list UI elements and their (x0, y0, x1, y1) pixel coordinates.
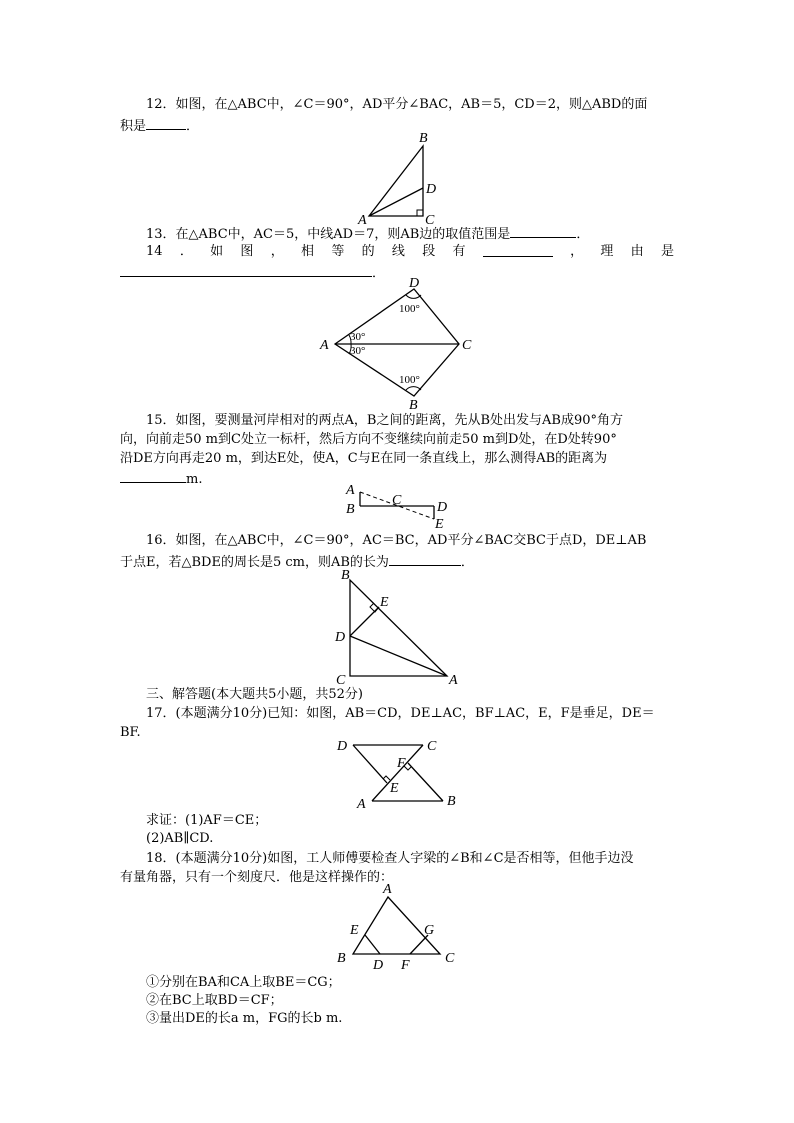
q17-text-line2: BF. (120, 725, 141, 740)
q14-angle-bottom: 100° (399, 374, 420, 386)
q16-text-line2: 于点E，若△BDE的周长是5 cm，则AB的长为 ． (120, 552, 680, 572)
q16-label-E: E (380, 595, 389, 610)
q15-text-line4: m. (120, 469, 680, 489)
q18-label-G: G (424, 923, 435, 938)
q18-step-1: ①分别在BA和CA上取BE＝CG； (146, 975, 341, 990)
q18-triangle (353, 897, 440, 954)
q17-label-F: F (397, 756, 406, 771)
q12-right-angle-mark (417, 210, 423, 216)
q13-answer-blank[interactable] (510, 224, 576, 238)
q14-angle-arc-top (406, 295, 421, 298)
q16-bisector-AD (350, 636, 447, 676)
q18-label-B: B (337, 951, 346, 966)
q14-angle-upper-left: 30° (350, 331, 366, 343)
q16-text-line1: 16．如图，在△ABC中，∠C＝90°，AC＝BC，AD平分∠BAC交BC于点D，DE⊥AB (146, 533, 647, 548)
q15-text-line2: 向，向前走50 m到C处立一标杆，然后方向不变继续向前走50 m到D处，在D处转90° (120, 432, 617, 447)
q12-label-B: B (419, 131, 428, 146)
q16-label-B: B (341, 568, 350, 583)
section-3-title: 三、解答题(本大题共5小题，共52分) (146, 687, 363, 702)
q14-quadrilateral (335, 289, 459, 396)
q12-label-A: A (358, 213, 367, 228)
q17-label-C: C (427, 739, 437, 754)
q17-perpendicular-DE (353, 745, 387, 783)
q14-text-line1: 14 ． 如 图 ， 相 等 的 线 段 有 ， 理 由 是 (146, 244, 674, 259)
q17-prove-2: (2)AB∥CD. (146, 831, 214, 846)
q17-label-E: E (390, 781, 399, 796)
q12-text-line2: 积是 ． (120, 116, 680, 136)
q17-diagonal-AC (372, 745, 423, 801)
q14-angle-arc-lower (349, 344, 351, 354)
q16-answer-blank[interactable] (389, 552, 461, 566)
q12-text-line1: 12．如图，在△ABC中，∠C＝90°，AD平分∠BAC，AB＝5，CD＝2，则△ABD的面 (146, 97, 648, 112)
q14-label-B: B (409, 398, 418, 413)
q18-step-3: ③量出DE的长a m，FG的长b m. (146, 1011, 343, 1026)
q17-label-A: A (357, 797, 366, 812)
q14-label-C: C (462, 338, 472, 353)
q14-angle-arc-bottom (406, 387, 421, 390)
q18-label-E: E (350, 923, 359, 938)
q15-label-E: E (435, 517, 444, 532)
q14-label-A: A (320, 338, 329, 353)
q15-label-B: B (346, 502, 355, 517)
q17-right-angle-E (383, 776, 390, 780)
q18-step-2: ②在BC上取BD＝CF； (146, 993, 283, 1008)
q12-bisector-AD (369, 188, 423, 216)
q17-label-D: D (337, 739, 348, 754)
q18-label-D: D (373, 958, 384, 973)
q14-angle-arc-upper (349, 335, 351, 344)
q15-label-D: D (437, 500, 448, 515)
q12-label-C: C (425, 213, 435, 228)
q17-label-B: B (447, 794, 456, 809)
q16-label-A: A (449, 673, 458, 688)
q18-text-line1: 18．(本题满分10分)如图，工人师傅要检查人字梁的∠B和∠C是否相等，但他手边没 (146, 851, 634, 866)
q18-label-A: A (383, 882, 392, 897)
q15-sightline-ACE (360, 492, 434, 519)
q16-right-angle-mark (370, 603, 379, 612)
q16-perpendicular-DE (350, 607, 379, 636)
q15-answer-blank[interactable] (120, 469, 186, 483)
q18-text-line2: 有量角器，只有一个刻度尺．他是这样操作的： (120, 870, 394, 885)
q15-text-line3: 沿DE方向再走20 m，到达E处，使A，C与E在同一条直线上，那么测得AB的距离为 (120, 451, 608, 466)
q14-angle-top: 100° (399, 303, 420, 315)
q14-reason-blank[interactable] (120, 263, 372, 277)
q15-label-C: C (392, 493, 402, 508)
q17-right-angle-F (404, 766, 411, 770)
q15-text-line1: 15．如图，要测量河岸相对的两点A，B之间的距离，先从B处出发与AB成90°角方 (146, 413, 624, 428)
q14-text-line2: ． (120, 263, 680, 283)
q14-segments-blank[interactable] (483, 243, 553, 257)
q14-label-D: D (409, 276, 420, 291)
q12-label-D: D (426, 182, 437, 197)
q17-prove-1: 求证：(1)AF＝CE； (146, 813, 268, 828)
q18-label-C: C (445, 951, 455, 966)
q18-segment-FG (410, 935, 428, 954)
q17-text-line1: 17．(本题满分10分)已知：如图，AB＝CD，DE⊥AC，BF⊥AC，E，F是垂足，DE＝ (146, 706, 655, 721)
q12-triangle (369, 146, 423, 216)
q14-angle-lower-left: 30° (350, 345, 366, 357)
q18-segment-DE (365, 935, 380, 954)
q16-label-D: D (335, 630, 346, 645)
q16-label-C: C (336, 673, 346, 688)
q13-text: 13．在△ABC中，AC＝5，中线AD＝7，则AB边的取值范围是 ． (146, 224, 706, 244)
q18-label-F: F (401, 958, 410, 973)
q17-perpendicular-BF (408, 763, 443, 801)
q15-label-A: A (346, 483, 355, 498)
q16-triangle (350, 580, 447, 676)
q12-answer-blank[interactable] (146, 116, 186, 130)
